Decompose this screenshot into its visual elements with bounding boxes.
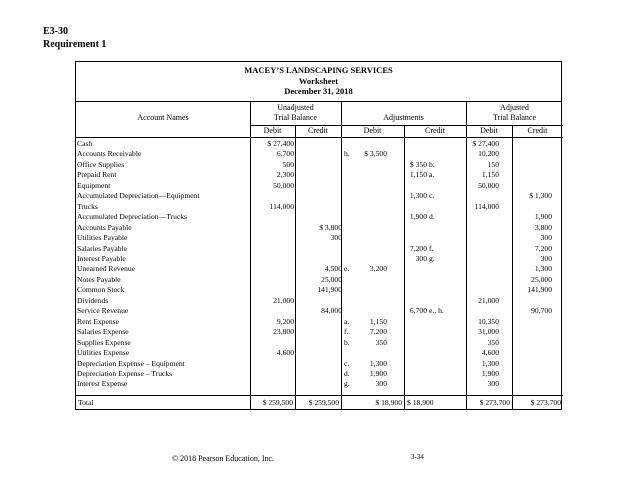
unadjusted-credit [295,348,343,358]
adjustment-credit-key: d. [429,212,435,222]
adjustment-debit-key [343,254,361,264]
table-row [76,139,553,149]
table-row [76,327,553,337]
adjusted-debit: 31,000 [478,327,499,337]
adjustment-credit [388,264,428,274]
adjustment-credit-key [428,317,452,327]
table-row [76,348,553,358]
adjusted-debit: 1,300 [481,358,499,368]
adjustment-debit: 300 [375,379,387,389]
adjustment-debit-key: d. [344,368,350,378]
unadjusted-credit [295,369,343,379]
table-row [76,202,553,212]
unadjusted-credit [295,181,343,191]
adjusted-debit [452,264,500,274]
adjustment-debit-key [343,170,361,180]
adjustment-credit-key [428,139,452,149]
total-adjustments-credit: $ 18,900 [407,398,434,407]
unadjusted-debit-header: Debit [263,126,282,135]
adjusted-debit: 10,200 [478,149,499,159]
company-name: MACEY’S LANDSCAPING SERVICES [244,65,393,75]
account-name: Interest Expense [77,379,128,389]
adjustment-credit-key [428,296,452,306]
table-row [76,191,553,201]
adjustment-credit [388,139,428,149]
adjustment-credit: 1,900 [409,212,427,222]
adjustment-credit-key [428,264,452,274]
unadjusted-header-1: Unadjusted [277,103,314,112]
adjustment-credit [388,233,428,243]
account-name: Accounts Payable [77,222,132,232]
account-name: Accumulated Depreciation—Trucks [77,212,188,222]
unadjusted-credit: $ 3,800 [319,222,342,232]
unadjusted-debit [249,306,295,316]
table-row [76,223,553,233]
adjustment-credit-key: a. [429,170,435,180]
adjusted-header-2: Trial Balance [492,113,537,122]
adjusted-credit: 1,300 [534,264,552,274]
adjustment-debit: 3,200 [369,264,387,274]
table-row [76,244,553,254]
unadjusted-credit: 141,900 [317,285,342,295]
account-name: Depreciation Expense – Equipment [77,358,185,368]
unadjusted-debit [249,244,295,254]
adjustment-debit-key [343,285,361,295]
account-name: Accounts Receivable [77,149,142,159]
account-name: Common Stock [77,285,125,295]
adjusted-credit [500,379,553,389]
adjustment-debit: 1,300 [369,358,387,368]
unadjusted-debit: 114,000 [269,201,294,211]
unadjusted-debit: 50,000 [273,180,294,190]
worksheet-title-block [76,62,561,102]
unadjusted-credit [295,149,343,159]
adjustment-debit-key [343,160,361,170]
worksheet-table [76,139,553,390]
adjusted-credit [500,327,553,337]
unadjusted-debit: 23,800 [273,327,294,337]
adjustment-debit-key: b. [344,337,350,347]
adjustment-credit-key [428,181,452,191]
requirement-label: Requirement 1 [43,39,107,50]
table-row [76,212,553,222]
adjustment-credit-key [428,202,452,212]
table-row [76,275,553,285]
adjustment-debit-key [343,306,361,316]
account-name: Salaries Expense [77,327,129,337]
adjustment-credit-key [428,233,452,243]
account-name: Office Supplies [77,159,125,169]
unadjusted-debit: $ 27,400 [267,139,294,148]
adjustment-credit-key [428,379,452,389]
adjustment-debit: $ 3,500 [364,149,387,159]
adjustment-debit-key [343,296,361,306]
adjusted-debit-header: Debit [480,126,498,135]
adjustment-debit-key [343,139,361,149]
adjusted-debit [452,212,500,222]
adjusted-credit [500,202,553,212]
unadjusted-credit: 25,000 [321,274,342,284]
unadjusted-credit: 84,000 [321,306,342,316]
adjustment-credit [388,338,428,348]
adjustment-credit [388,202,428,212]
adjustment-debit [361,160,388,170]
adjustment-debit [361,306,388,316]
unadjusted-header-2: Trial Balance [273,113,318,122]
adjustment-credit-key [428,338,452,348]
adjustment-debit-key: h. [344,149,350,159]
table-row [76,160,553,170]
total-label: Total [78,398,94,407]
total-unadjusted-debit: $ 259,500 [262,398,293,407]
table-row [76,264,553,274]
unadjusted-debit: 21,000 [273,295,294,305]
account-name: Unearned Revenue [77,264,135,274]
adjusted-credit [500,348,553,358]
unadjusted-debit [249,285,295,295]
unadjusted-credit-header: Credit [308,126,328,135]
adjustment-credit-key: f. [429,243,434,253]
adjusted-credit [500,160,553,170]
adjusted-debit [452,285,500,295]
adjusted-debit: $ 27,400 [472,139,499,148]
adjusted-debit [452,254,500,264]
adjustment-credit [388,369,428,379]
adjustment-credit [388,359,428,369]
unadjusted-debit: 500 [282,159,294,169]
adjustment-debit: 1,150 [369,316,387,326]
adjusted-credit [500,317,553,327]
adjusted-credit: 3,800 [534,222,552,232]
adjustment-credit: $ 350 [409,159,427,169]
unadjusted-credit [295,327,343,337]
account-name: Interest Payable [77,253,126,263]
total-adjusted-credit: $ 273,700 [530,398,561,407]
total-adjusted-debit: $ 273,700 [479,398,510,407]
unadjusted-debit [249,191,295,201]
account-name: Utilities Payable [77,233,128,243]
adjusted-debit: 114,000 [474,201,499,211]
adjustment-credit-key: g. [429,253,435,263]
unadjusted-credit [295,170,343,180]
table-row [76,149,553,159]
account-name: Equipment [77,180,111,190]
table-row [76,369,553,379]
header-bottom-rule [76,137,563,138]
adjusted-credit: 90,700 [531,306,552,316]
table-row [76,170,553,180]
unadjusted-debit: 4,600 [276,348,294,358]
adjustments-credit-header: Credit [425,126,445,135]
unadjusted-debit: 2,300 [276,170,294,180]
adjustment-debit [361,170,388,180]
adjustments-debit-header: Debit [363,126,382,135]
adjustment-credit-key [428,275,452,285]
adjusted-header-1: Adjusted [500,103,529,112]
adjustment-debit-key: a. [344,316,350,326]
adjustment-debit-key: f. [344,327,349,337]
adjustment-credit: 1,300 [409,191,427,201]
table-row [76,338,553,348]
account-name: Depreciation Expense – Trucks [77,368,173,378]
account-name: Trucks [77,201,98,211]
unadjusted-credit [295,317,343,327]
adjustment-debit: 1,900 [369,368,387,378]
adjustment-credit-key [428,149,452,159]
unadjusted-credit [295,202,343,212]
adjusted-debit [452,191,500,201]
adjustment-credit-key [428,285,452,295]
adjusted-debit: 4,600 [481,348,499,358]
total-unadjusted-credit: $ 259,500 [308,398,339,407]
adjusted-debit [452,223,500,233]
subheader-rule [250,125,563,126]
unadjusted-debit [249,233,295,243]
adjustment-debit-key [343,191,361,201]
adjustment-debit [361,202,388,212]
account-names-header: Account Names [137,113,189,122]
unadjusted-credit [295,212,343,222]
adjustment-debit [361,348,388,358]
unadjusted-debit [249,223,295,233]
unadjusted-debit [249,338,295,348]
adjustment-credit [388,348,428,358]
unadjusted-debit [249,369,295,379]
adjustment-debit [361,254,388,264]
unadjusted-debit [249,359,295,369]
adjusted-debit: 21,000 [478,295,499,305]
adjustment-credit [388,296,428,306]
unadjusted-credit: 4,500 [324,264,342,274]
adjustments-header: Adjustments [383,113,424,122]
unadjusted-debit [249,212,295,222]
unadjusted-debit [249,379,295,389]
adjustment-credit: 300 [415,253,427,263]
adjustment-debit-key: g. [344,379,350,389]
unadjusted-credit [295,359,343,369]
unadjusted-credit [295,191,343,201]
unadjusted-credit [295,139,343,149]
table-row [76,254,553,264]
adjustment-credit [388,181,428,191]
account-name: Accumulated Depreciation—Equipment [77,191,200,201]
adjustment-credit [388,149,428,159]
account-name: Cash [77,139,93,148]
unadjusted-debit: 6,700 [276,149,294,159]
adjusted-debit: 10,350 [478,316,499,326]
adjusted-credit [500,296,553,306]
table-row [76,181,553,191]
adjustment-credit [388,379,428,389]
adjustment-credit-key [428,359,452,369]
unadjusted-credit [295,244,343,254]
adjustment-debit [361,139,388,149]
account-name: Notes Payable [77,274,121,284]
adjustment-debit [361,223,388,233]
adjustment-credit [388,285,428,295]
adjusted-credit-header: Credit [527,126,548,135]
adjusted-debit [452,233,500,243]
adjusted-credit [500,170,553,180]
adjustment-credit-key [428,348,452,358]
worksheet-date: December 31, 2018 [284,86,353,96]
adjusted-debit: 300 [487,379,499,389]
adjusted-credit: 300 [540,253,552,263]
adjustment-debit-key: c. [344,358,350,368]
adjusted-credit: 25,000 [531,274,552,284]
table-row [76,296,553,306]
adjusted-credit: 141,900 [527,285,552,295]
adjustment-debit-key [343,202,361,212]
adjusted-credit: 7,200 [534,243,552,253]
adjusted-credit: 300 [540,233,552,243]
adjusted-credit [500,149,553,159]
adjustment-credit-key [428,369,452,379]
adjustment-debit: 7,200 [369,327,387,337]
adjustment-debit [361,212,388,222]
adjustment-credit: 6,700 [409,306,427,316]
adjustment-debit-key [343,223,361,233]
adjustment-credit [388,317,428,327]
worksheet [75,61,562,410]
adjustment-debit [361,233,388,243]
account-name: Rent Expense [77,316,119,326]
account-name: Salaries Payable [77,243,127,253]
total-adjustments-debit: $ 18,900 [375,398,402,407]
adjustment-credit-key [428,223,452,233]
unadjusted-credit [295,254,343,264]
unadjusted-debit: 9,200 [276,316,294,326]
adjusted-credit: $ 1,300 [529,191,552,201]
adjustment-debit-key: e. [344,264,350,274]
adjusted-credit [500,181,553,191]
adjustment-debit [361,285,388,295]
table-row [76,233,553,243]
adjustment-credit: 7,200 [409,243,427,253]
page-number: 3-34 [411,453,424,461]
unadjusted-credit [295,379,343,389]
adjusted-debit [452,244,500,254]
adjusted-credit [500,338,553,348]
table-row [76,359,553,369]
exercise-number: E3-30 [43,26,68,37]
adjusted-debit: 150 [487,159,499,169]
adjusted-credit: 1,900 [534,212,552,222]
table-row [76,306,553,316]
account-name: Prepaid Rent [77,170,117,180]
adjusted-credit [500,139,553,149]
unadjusted-debit [249,264,295,274]
adjusted-debit: 350 [487,337,499,347]
adjusted-debit [452,275,500,285]
table-row [76,285,553,295]
unadjusted-credit: 300 [330,233,342,243]
adjusted-debit: 50,000 [478,180,499,190]
adjustment-debit [361,296,388,306]
unadjusted-debit [249,275,295,285]
account-name: Supplies Expense [77,337,131,347]
adjustment-credit [388,223,428,233]
table-row [76,317,553,327]
adjustment-debit [361,275,388,285]
adjustment-debit-key [343,233,361,243]
adjustment-credit [388,275,428,285]
adjusted-debit [452,306,500,316]
adjustment-debit: 350 [375,337,387,347]
adjusted-credit [500,359,553,369]
adjustment-debit-key [343,244,361,254]
adjustment-credit [388,327,428,337]
adjustment-debit-key [343,181,361,191]
adjustment-debit-key [343,212,361,222]
document-name: Worksheet [298,75,339,86]
table-row [76,379,553,389]
account-name: Service Revenue [77,306,129,316]
account-name: Dividends [77,295,109,305]
adjustment-credit-key: c. [429,191,435,201]
adjusted-debit: 1,900 [481,368,499,378]
adjustment-debit [361,191,388,201]
adjustment-credit-key: b. [429,159,435,169]
account-name: Utilities Expense [77,348,130,358]
adjusted-credit [500,369,553,379]
unadjusted-debit [249,254,295,264]
adjustment-debit [361,181,388,191]
adjustment-debit-key [343,348,361,358]
adjustment-credit: 1,150 [409,170,427,180]
adjustment-debit-key [343,275,361,285]
unadjusted-credit [295,296,343,306]
total-row [76,396,561,410]
adjusted-debit: 1,150 [481,170,499,180]
adjustment-credit-key: e., h. [429,306,444,316]
unadjusted-credit [295,338,343,348]
unadjusted-credit [295,160,343,170]
copyright: © 2018 Pearson Education, Inc. [172,454,275,463]
adjustment-debit [361,244,388,254]
adjustment-credit-key [428,327,452,337]
